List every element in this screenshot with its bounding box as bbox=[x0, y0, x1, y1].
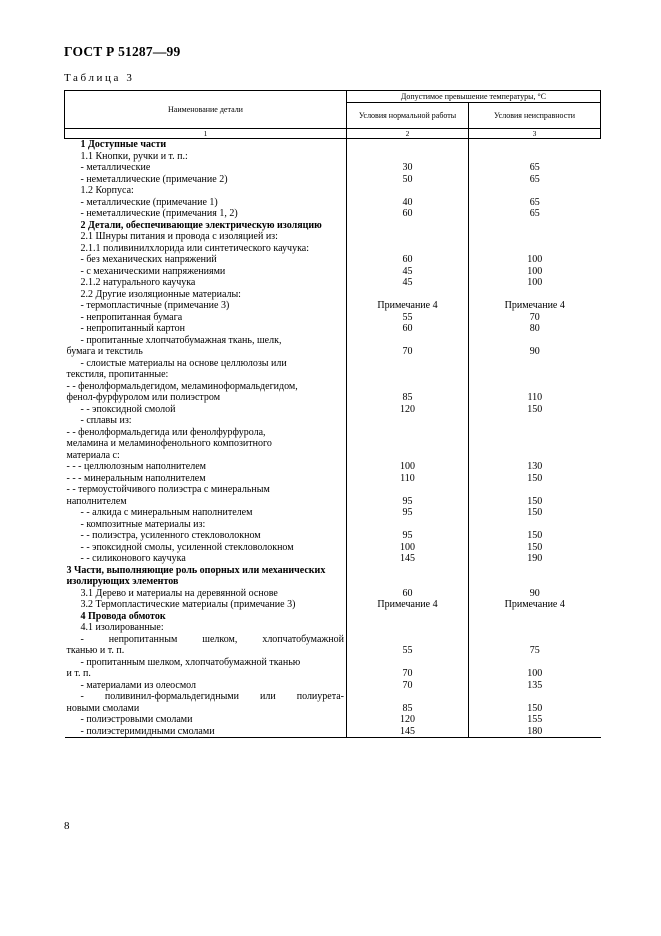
row-normal-value bbox=[347, 691, 469, 703]
row-normal-value: 70 bbox=[347, 668, 469, 680]
column-number-1: 1 bbox=[65, 129, 347, 139]
table-row bbox=[65, 220, 601, 232]
table-row bbox=[65, 392, 601, 404]
row-part-name: меламина и меламинофенольного композитного bbox=[65, 438, 347, 450]
row-part-name: - непропитанная бумага bbox=[65, 312, 347, 324]
table-row bbox=[65, 565, 601, 577]
row-normal-value: 70 bbox=[347, 680, 469, 692]
table-row bbox=[65, 323, 601, 335]
table-row bbox=[65, 599, 601, 611]
row-normal-value bbox=[347, 427, 469, 439]
row-normal-value bbox=[347, 335, 469, 347]
row-part-name: 2.2 Другие изоляционные материалы: bbox=[65, 289, 347, 301]
row-fault-value: 90 bbox=[529, 346, 540, 357]
row-part-name: 3 Части, выполняющие роль опорных или механических bbox=[65, 565, 347, 577]
row-fault-value bbox=[469, 369, 601, 381]
table-row bbox=[65, 185, 601, 197]
row-fault-value bbox=[469, 438, 601, 450]
row-normal-value bbox=[347, 243, 469, 255]
row-part-name: - непропитанный картон bbox=[65, 323, 347, 335]
table-row bbox=[65, 346, 601, 358]
row-part-name: 4 Провода обмоток bbox=[65, 611, 347, 623]
row-normal-value: 70 bbox=[347, 346, 469, 358]
row-fault-value bbox=[469, 634, 601, 646]
row-part-name: текстиля, пропитанные: bbox=[65, 369, 347, 381]
table-row bbox=[65, 151, 601, 163]
row-fault-value bbox=[469, 185, 601, 197]
row-normal-value: 55 bbox=[347, 312, 469, 324]
table-row bbox=[65, 645, 601, 657]
row-normal-value: Примечание 4 bbox=[347, 300, 469, 312]
row-normal-value bbox=[347, 611, 469, 623]
table-row bbox=[65, 484, 601, 496]
row-normal-value: 60 bbox=[347, 588, 469, 600]
row-part-name: изолирующих элементов bbox=[65, 576, 347, 588]
row-part-name: - материалами из олеосмол bbox=[65, 680, 347, 692]
row-fault-value bbox=[469, 484, 601, 496]
row-part-name: 2.1 Шнуры питания и провода с изоляцией из: bbox=[65, 231, 347, 243]
header-fault-conditions: Условия неисправности bbox=[469, 103, 601, 129]
row-normal-value bbox=[347, 381, 469, 393]
row-part-name: - с механическими напряжениями bbox=[65, 266, 347, 278]
document-header: ГОСТ Р 51287—99 bbox=[64, 44, 181, 59]
row-part-name: 3.1 Дерево и материалы на деревянной основе bbox=[65, 588, 347, 600]
row-fault-value: Примечание 4 bbox=[504, 599, 565, 610]
row-part-name: - полиэстеримидными смолами bbox=[65, 726, 347, 738]
table-row bbox=[65, 369, 601, 381]
row-normal-value bbox=[347, 576, 469, 588]
row-part-name: - пропитанным шелком, хлопчатобумажной тканью bbox=[65, 657, 347, 669]
row-normal-value: 60 bbox=[347, 323, 469, 335]
row-part-name: - без механических напряжений bbox=[65, 254, 347, 266]
row-part-name: - - полиэстра, усиленного стекловолокном bbox=[65, 530, 347, 542]
row-normal-value: 95 bbox=[347, 507, 469, 519]
row-fault-value: 65 bbox=[529, 196, 540, 208]
header-part-name: Наименование детали bbox=[65, 91, 347, 129]
row-normal-value bbox=[347, 231, 469, 243]
table-row bbox=[65, 714, 601, 726]
row-fault-value: 150 bbox=[527, 403, 543, 415]
table-row bbox=[65, 243, 601, 255]
row-fault-value: 100 bbox=[527, 254, 543, 265]
row-fault-value: 75 bbox=[529, 645, 540, 656]
row-normal-value bbox=[347, 519, 469, 531]
row-fault-value: 65 bbox=[529, 208, 540, 219]
row-normal-value: 40 bbox=[347, 197, 469, 209]
row-part-name: бумага и текстиль bbox=[65, 346, 347, 358]
table-row bbox=[65, 358, 601, 370]
row-part-name: новыми смолами bbox=[65, 703, 347, 715]
row-fault-value bbox=[469, 657, 601, 669]
row-normal-value bbox=[347, 369, 469, 381]
row-fault-value: 130 bbox=[527, 461, 543, 472]
row-part-name: - неметаллические (примечания 1, 2) bbox=[65, 208, 347, 220]
row-fault-value: 90 bbox=[529, 587, 540, 599]
row-part-name: - сплавы из: bbox=[65, 415, 347, 427]
table-row bbox=[65, 404, 601, 416]
row-fault-value: 100 bbox=[527, 277, 543, 288]
row-part-name: - поливинил-формальдегидными или полиурета- bbox=[65, 691, 347, 703]
row-part-name: 1.2 Корпуса: bbox=[65, 185, 347, 197]
row-fault-value bbox=[469, 576, 601, 588]
row-part-name: - непропитанным шелком, хлопчатобумажной bbox=[65, 634, 347, 646]
row-normal-value bbox=[347, 220, 469, 232]
row-part-name: - композитные материалы из: bbox=[65, 519, 347, 531]
table-row bbox=[65, 381, 601, 393]
row-fault-value: 150 bbox=[527, 507, 543, 518]
row-part-name: 4.1 изолированные: bbox=[65, 622, 347, 634]
column-number-2: 2 bbox=[347, 129, 469, 139]
row-part-name: - - эпоксидной смолой bbox=[65, 404, 347, 416]
row-part-name: - - - минеральным наполнителем bbox=[65, 473, 347, 485]
row-normal-value: Примечание 4 bbox=[347, 599, 469, 611]
row-fault-value bbox=[469, 243, 601, 255]
row-part-name: фенол-фурфуролом или полиэстром bbox=[65, 392, 347, 404]
row-part-name: - слоистые материалы на основе целлюлозы или bbox=[65, 358, 347, 370]
row-fault-value bbox=[469, 335, 601, 347]
row-normal-value: 120 bbox=[347, 404, 469, 416]
table-row bbox=[65, 588, 601, 600]
row-fault-value: 155 bbox=[527, 714, 543, 725]
row-normal-value bbox=[347, 438, 469, 450]
row-part-name: тканью и т. п. bbox=[65, 645, 347, 657]
row-normal-value: 45 bbox=[347, 277, 469, 289]
table-row bbox=[65, 657, 601, 669]
table-row bbox=[65, 415, 601, 427]
row-normal-value: 60 bbox=[347, 254, 469, 266]
row-fault-value: 110 bbox=[527, 392, 543, 403]
row-normal-value: 145 bbox=[347, 553, 469, 565]
row-fault-value: 65 bbox=[529, 173, 540, 185]
row-normal-value: 55 bbox=[347, 645, 469, 657]
table-row bbox=[65, 507, 601, 519]
table-row bbox=[65, 266, 601, 278]
row-normal-value bbox=[347, 358, 469, 370]
row-part-name: 2.1.1 поливинилхлорида или синтетического каучука: bbox=[65, 243, 347, 255]
table-row bbox=[65, 703, 601, 715]
table-row bbox=[65, 277, 601, 289]
row-fault-value: 190 bbox=[527, 553, 543, 564]
row-fault-value bbox=[469, 415, 601, 427]
table-row bbox=[65, 668, 601, 680]
table-row bbox=[65, 611, 601, 623]
row-fault-value: 80 bbox=[529, 323, 540, 334]
row-fault-value: 100 bbox=[527, 265, 543, 277]
table-row bbox=[65, 300, 601, 312]
row-fault-value bbox=[469, 231, 601, 243]
row-part-name: - - фенолформальдегидом, меламиноформальдегидом, bbox=[65, 381, 347, 393]
row-fault-value bbox=[469, 381, 601, 393]
row-fault-value bbox=[469, 358, 601, 370]
table-row bbox=[65, 542, 601, 554]
page-number: 8 bbox=[64, 820, 70, 832]
row-part-name: - полиэстровыми смолами bbox=[65, 714, 347, 726]
row-part-name: - термопластичные (примечание 3) bbox=[65, 300, 347, 312]
row-part-name: наполнителем bbox=[65, 496, 347, 508]
row-fault-value: 150 bbox=[527, 541, 543, 553]
table-row bbox=[65, 450, 601, 462]
row-part-name: - - фенолформальдегида или фенолфурфурола, bbox=[65, 427, 347, 439]
row-normal-value bbox=[347, 185, 469, 197]
row-normal-value bbox=[347, 565, 469, 577]
row-part-name: - - - целлюлозным наполнителем bbox=[65, 461, 347, 473]
row-part-name: - - силиконового каучука bbox=[65, 553, 347, 565]
column-number-3: 3 bbox=[469, 129, 601, 139]
row-normal-value bbox=[347, 484, 469, 496]
table-row bbox=[65, 553, 601, 565]
row-normal-value bbox=[347, 657, 469, 669]
row-normal-value bbox=[347, 450, 469, 462]
row-part-name: 2 Детали, обеспечивающие электрическую изоляцию bbox=[65, 220, 347, 232]
table-row bbox=[65, 208, 601, 220]
table-row bbox=[65, 726, 601, 738]
table-row bbox=[65, 576, 601, 588]
row-normal-value bbox=[347, 139, 469, 151]
row-normal-value: 145 bbox=[347, 726, 469, 738]
row-fault-value bbox=[469, 519, 601, 531]
table-row bbox=[65, 335, 601, 347]
row-fault-value: 150 bbox=[527, 495, 543, 507]
row-fault-value bbox=[469, 139, 601, 151]
row-normal-value: 95 bbox=[347, 530, 469, 542]
row-fault-value bbox=[469, 565, 601, 577]
row-fault-value: 150 bbox=[527, 702, 543, 714]
table-row bbox=[65, 519, 601, 531]
row-normal-value bbox=[347, 415, 469, 427]
row-part-name: - - термоустойчивого полиэстра с минеральным bbox=[65, 484, 347, 496]
row-part-name: 3.2 Термопластические материалы (примечание 3) bbox=[65, 599, 347, 611]
table-row bbox=[65, 438, 601, 450]
row-part-name: материала с: bbox=[65, 450, 347, 462]
row-part-name: - металлические bbox=[65, 162, 347, 174]
row-normal-value: 85 bbox=[347, 703, 469, 715]
table-row bbox=[65, 634, 601, 646]
row-part-name: - - алкида с минеральным наполнителем bbox=[65, 507, 347, 519]
row-fault-value: Примечание 4 bbox=[504, 300, 565, 311]
row-normal-value: 85 bbox=[347, 392, 469, 404]
table-row bbox=[65, 496, 601, 508]
row-fault-value bbox=[469, 289, 601, 301]
table-row bbox=[65, 622, 601, 634]
table-row bbox=[65, 680, 601, 692]
row-fault-value: 65 bbox=[529, 162, 540, 173]
row-normal-value: 110 bbox=[347, 473, 469, 485]
table-row bbox=[65, 461, 601, 473]
table-row bbox=[65, 231, 601, 243]
row-fault-value bbox=[469, 622, 601, 634]
row-fault-value bbox=[469, 450, 601, 462]
row-fault-value: 100 bbox=[527, 668, 543, 679]
row-fault-value bbox=[469, 611, 601, 623]
row-fault-value bbox=[469, 151, 601, 163]
row-normal-value: 120 bbox=[347, 714, 469, 726]
table-row bbox=[65, 473, 601, 485]
table-row bbox=[65, 254, 601, 266]
row-normal-value: 95 bbox=[347, 496, 469, 508]
row-fault-value bbox=[469, 220, 601, 232]
table-row bbox=[65, 197, 601, 209]
temperature-table bbox=[64, 90, 601, 738]
row-fault-value bbox=[469, 427, 601, 439]
row-part-name: и т. п. bbox=[65, 668, 347, 680]
row-part-name: 1 Доступные части bbox=[65, 139, 347, 151]
row-normal-value bbox=[347, 289, 469, 301]
table-row bbox=[65, 691, 601, 703]
row-normal-value bbox=[347, 634, 469, 646]
table-row bbox=[65, 289, 601, 301]
row-normal-value: 100 bbox=[347, 461, 469, 473]
row-part-name: - - эпоксидной смолы, усиленной стекловолокном bbox=[65, 542, 347, 554]
row-fault-value: 150 bbox=[527, 472, 543, 484]
row-fault-value: 70 bbox=[529, 311, 540, 323]
header-normal-conditions: Условия нормальной работы bbox=[347, 103, 469, 129]
row-part-name: 1.1 Кнопки, ручки и т. п.: bbox=[65, 151, 347, 163]
row-normal-value: 45 bbox=[347, 266, 469, 278]
table-caption: Таблица 3 bbox=[64, 72, 135, 84]
row-normal-value: 50 bbox=[347, 174, 469, 186]
row-fault-value: 150 bbox=[527, 530, 543, 541]
row-part-name: 2.1.2 натурального каучука bbox=[65, 277, 347, 289]
row-normal-value: 60 bbox=[347, 208, 469, 220]
table-row bbox=[65, 162, 601, 174]
row-fault-value bbox=[469, 691, 601, 703]
table-row bbox=[65, 312, 601, 324]
header-temperature-group: Допустимое превышение температуры, °C bbox=[347, 91, 601, 103]
row-normal-value: 100 bbox=[347, 542, 469, 554]
row-normal-value: 30 bbox=[347, 162, 469, 174]
row-part-name: - пропитанные хлопчатобумажная ткань, шелк, bbox=[65, 335, 347, 347]
row-fault-value: 180 bbox=[469, 726, 601, 738]
row-fault-value: 135 bbox=[527, 679, 543, 691]
table-row bbox=[65, 530, 601, 542]
row-part-name: - неметаллические (примечание 2) bbox=[65, 174, 347, 186]
table-row bbox=[65, 427, 601, 439]
table-row bbox=[65, 174, 601, 186]
row-normal-value bbox=[347, 622, 469, 634]
row-normal-value bbox=[347, 151, 469, 163]
table-row bbox=[65, 139, 601, 151]
row-part-name: - металлические (примечание 1) bbox=[65, 197, 347, 209]
